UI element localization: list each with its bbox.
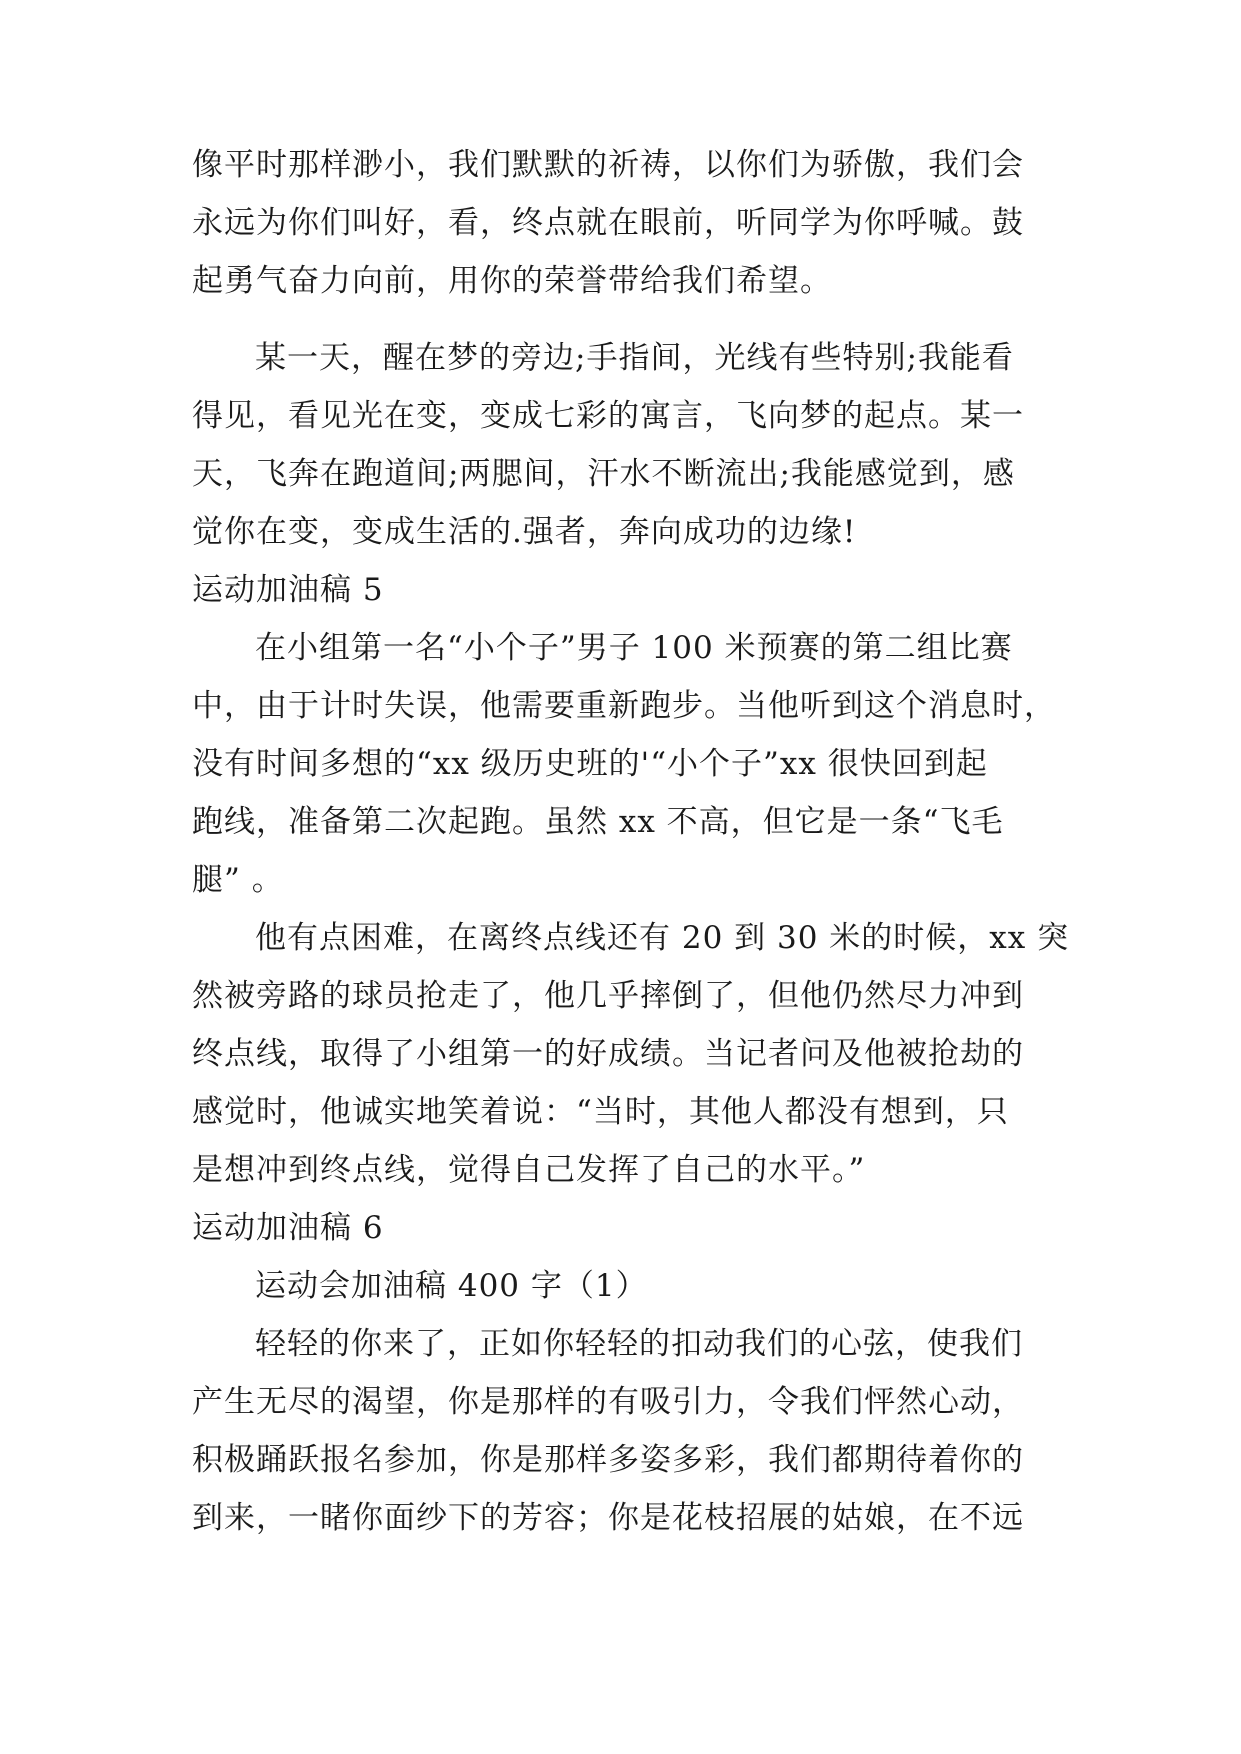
paragraph-line: 中，由于计时失误，他需要重新跑步。当他听到这个消息时， xyxy=(192,688,1056,724)
paragraph-line: 得见，看见光在变，变成七彩的寓言，飞向梦的起点。某一 xyxy=(192,398,1024,434)
paragraph-line: 轻轻的你来了，正如你轻轻的扣动我们的心弦，使我们 xyxy=(255,1326,1023,1362)
paragraph-line: 终点线，取得了小组第一的好成绩。当记者问及他被抢劫的 xyxy=(192,1036,1024,1072)
paragraph-line: 是想冲到终点线，觉得自己发挥了自己的水平。” xyxy=(192,1152,866,1188)
paragraph-line: 觉你在变，变成生活的.强者，奔向成功的边缘! xyxy=(192,514,857,550)
section-heading: 运动加油稿 6 xyxy=(192,1210,384,1246)
subheading: 运动会加油稿 400 字（1） xyxy=(255,1268,648,1304)
paragraph-line: 然被旁路的球员抢走了，他几乎摔倒了，但他仍然尽力冲到 xyxy=(192,978,1024,1014)
section-heading: 运动加油稿 5 xyxy=(192,572,384,608)
paragraph-line: 跑线，准备第二次起跑。虽然 xx 不高，但它是一条“飞毛 xyxy=(192,804,1004,840)
paragraph-line: 他有点困难，在离终点线还有 20 到 30 米的时候，xx 突 xyxy=(255,920,1070,956)
paragraph-line: 积极踊跃报名参加，你是那样多姿多彩，我们都期待着你的 xyxy=(192,1442,1024,1478)
paragraph-line: 没有时间多想的“xx 级历史班的'“小个子”xx 很快回到起 xyxy=(192,746,988,782)
paragraph-line: 在小组第一名“小个子”男子 100 米预赛的第二组比赛 xyxy=(255,630,1013,666)
paragraph-line: 到来，一睹你面纱下的芳容；你是花枝招展的姑娘，在不远 xyxy=(192,1500,1024,1536)
paragraph-line: 像平时那样渺小，我们默默的祈祷，以你们为骄傲，我们会 xyxy=(192,147,1024,183)
paragraph-line: 天，飞奔在跑道间;两腮间，汗水不断流出;我能感觉到，感 xyxy=(192,456,1015,492)
paragraph-line: 起勇气奋力向前，用你的荣誉带给我们希望。 xyxy=(192,263,832,299)
paragraph-line: 感觉时，他诚实地笑着说：“当时，其他人都没有想到，只 xyxy=(192,1094,1009,1130)
paragraph-line: 永远为你们叫好，看，终点就在眼前，听同学为你呼喊。鼓 xyxy=(192,205,1024,241)
paragraph-line: 腿” 。 xyxy=(192,862,284,898)
paragraph-line: 某一天，醒在梦的旁边;手指间，光线有些特别;我能看 xyxy=(255,340,1014,376)
paragraph-line: 产生无尽的渴望，你是那样的有吸引力，令我们怦然心动， xyxy=(192,1384,1024,1420)
